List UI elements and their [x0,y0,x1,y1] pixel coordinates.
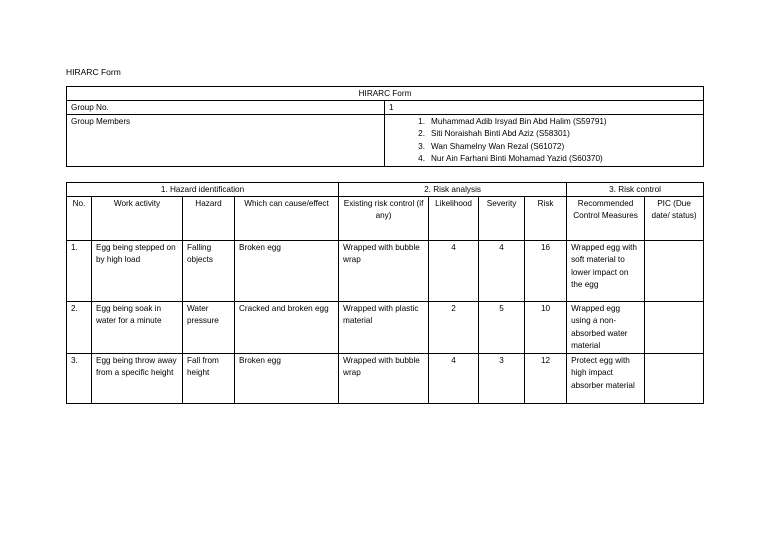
hirarc-info-table [66,86,704,167]
risk-assessment-table [66,182,704,404]
group-no-value: 1 [385,101,704,115]
section-hazard-identification: 1. Hazard identification [67,183,339,197]
cell-hazard: Falling objects [183,241,235,302]
cell-work-activity: Egg being soak in water for a minute [92,302,183,354]
member-name: Wan Shamelny Wan Rezal (S61072) [431,141,565,151]
col-header-pic: PIC (Due date/ status) [645,197,704,241]
cell-likelihood: 4 [429,241,479,302]
member-number: 4. [418,153,425,163]
cell-control-measures: Wrapped egg with soft material to lower impact on the egg [567,241,645,302]
cell-risk: 10 [525,302,567,354]
info-table-header: HIRARC Form [67,87,704,101]
cell-existing-control: Wrapped with plastic material [339,302,429,354]
section-risk-control: 3. Risk control [567,183,704,197]
group-members-row [67,115,704,167]
cell-pic [645,241,704,302]
member-number: 1. [418,117,425,126]
cell-hazard: Fall from height [183,354,235,404]
cell-control-measures: Protect egg with high impact absorber material [567,354,645,404]
section-risk-analysis: 2. Risk analysis [339,183,567,197]
list-item [389,116,699,128]
cell-existing-control: Wrapped with bubble wrap [339,241,429,302]
cell-cause-effect: Cracked and broken egg [235,302,339,354]
cell-cause-effect: Broken egg [235,241,339,302]
list-item [389,153,699,165]
cell-no: 1. [67,241,92,302]
cell-work-activity: Egg being stepped on by high load [92,241,183,302]
list-item [389,141,699,153]
cell-pic [645,354,704,404]
col-header-existing-control: Existing risk control (if any) [339,197,429,241]
cell-likelihood: 4 [429,354,479,404]
cell-risk: 16 [525,241,567,302]
document-title: HIRARC Form [66,67,121,77]
members-list [389,116,699,165]
col-header-work-activity: Work activity [92,197,183,241]
cell-hazard: Water pressure [183,302,235,354]
info-header-row [67,87,704,101]
cell-severity: 3 [479,354,525,404]
table-row [67,241,704,302]
cell-work-activity: Egg being throw away from a specific height [92,354,183,404]
member-number: 2. [418,129,425,139]
column-header-row [67,197,704,241]
cell-pic [645,302,704,354]
col-header-severity: Severity [479,197,525,241]
member-number: 3. [418,141,425,151]
col-header-control-measures: Recommended Control Measures [567,197,645,241]
col-header-risk: Risk [525,197,567,241]
group-no-label: Group No. [67,101,385,115]
group-members-cell [385,115,704,167]
cell-likelihood: 2 [429,302,479,354]
table-row [67,354,704,404]
cell-no: 2. [67,302,92,354]
group-no-row [67,101,704,115]
cell-risk: 12 [525,354,567,404]
list-item [389,128,699,140]
member-name: Muhammad Adib Irsyad Bin Abd Halim (S59791) [431,117,607,126]
col-header-likelihood: Likelihood [429,197,479,241]
member-name: Nur Ain Farhani Binti Mohamad Yazid (S60370) [431,153,603,163]
col-header-no: No. [67,197,92,241]
section-header-row [67,183,704,197]
table-row [67,302,704,354]
cell-severity: 5 [479,302,525,354]
cell-control-measures: Wrapped egg using a non-absorbed water material [567,302,645,354]
cell-cause-effect: Broken egg [235,354,339,404]
cell-severity: 4 [479,241,525,302]
col-header-hazard: Hazard [183,197,235,241]
group-members-label: Group Members [67,115,385,167]
cell-no: 3. [67,354,92,404]
col-header-cause-effect: Which can cause/effect [235,197,339,241]
cell-existing-control: Wrapped with bubble wrap [339,354,429,404]
member-name: Siti Noraishah Binti Abd Aziz (S58301) [431,129,570,139]
